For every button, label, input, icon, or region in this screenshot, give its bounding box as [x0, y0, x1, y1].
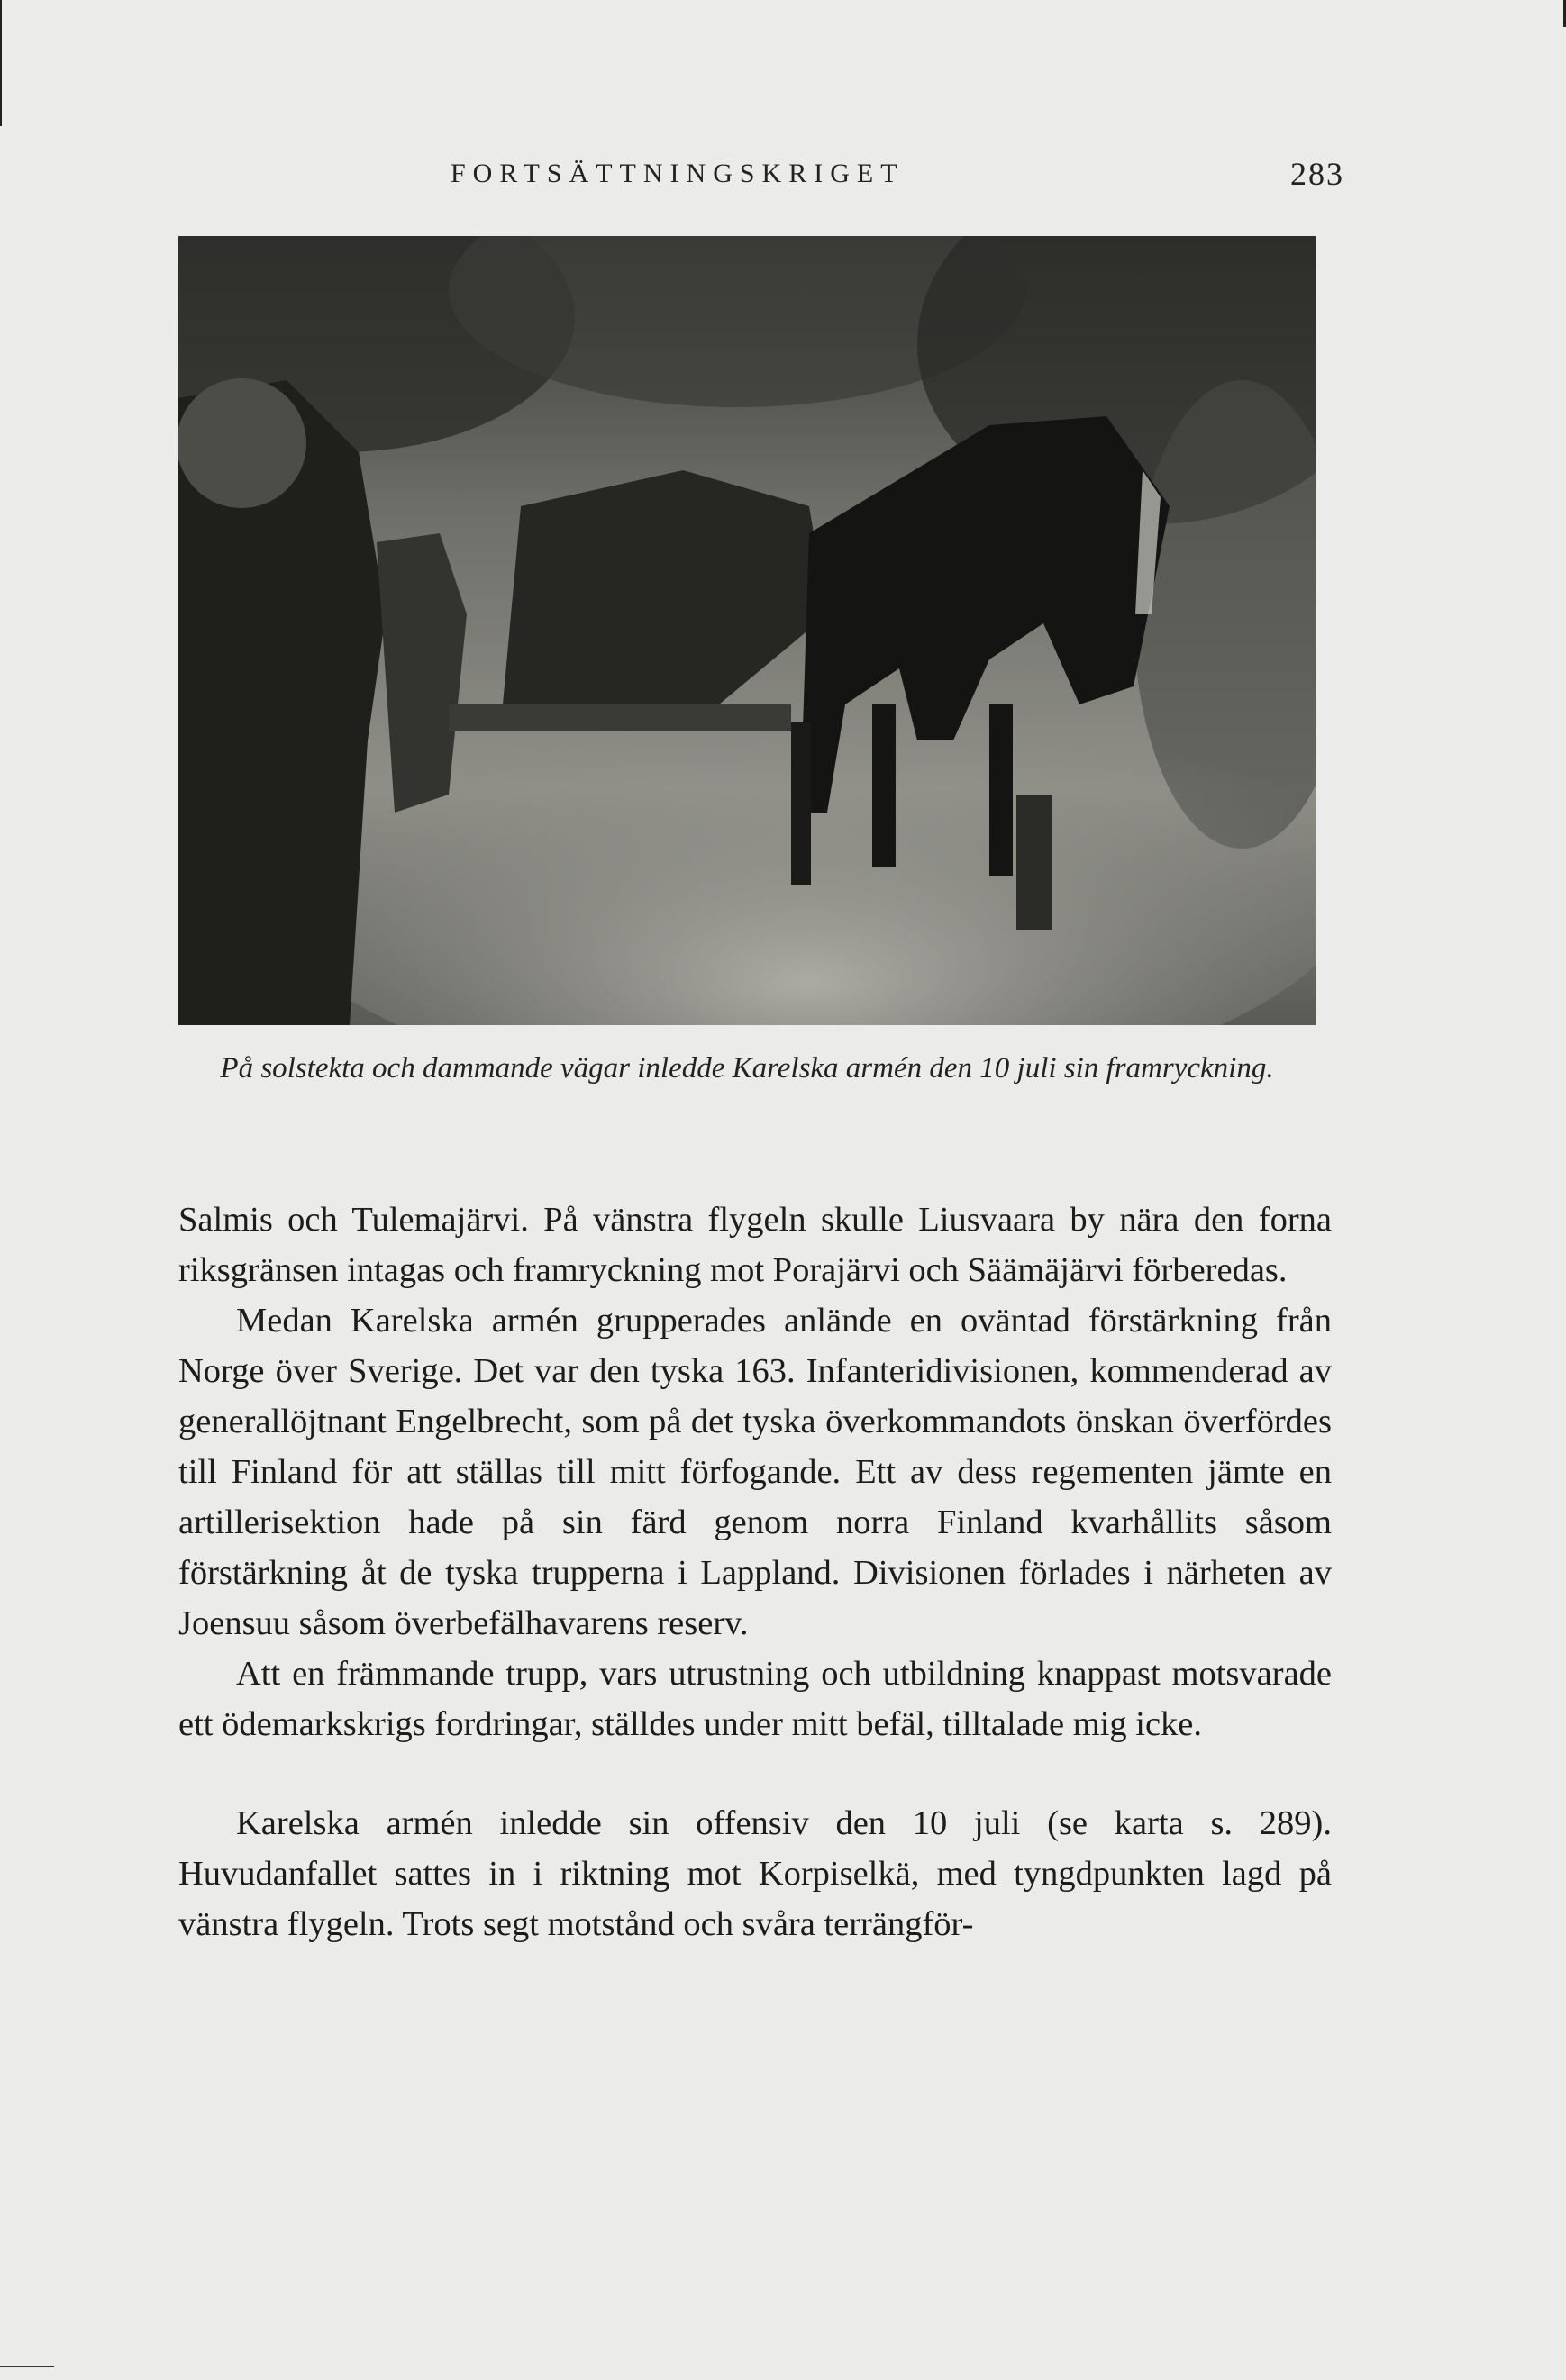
- paragraph: Att en främmande trupp, vars utrustning och utbildning knappast motsvarade ett ödemarkskrigs fordringar, ställdes under mitt befäl, tilltalade mig icke.: [178, 1655, 1332, 1743]
- scan-edge-mark: [0, 0, 2, 126]
- photograph: [178, 236, 1316, 1025]
- horse-cart-photo: [178, 236, 1316, 1025]
- running-head: FORTSÄTTNINGSKRIGET: [451, 159, 905, 188]
- page-number: 283: [1290, 156, 1344, 192]
- scan-edge-mark: [0, 2366, 54, 2367]
- paragraph: Karelska armén inledde sin offensiv den 10 juli (se karta s. 289). Huvudanfallet sattes in i riktning mot Korpiselkä, med tyngdpunkten lagd på vänstra flygeln. Trots segt motstånd och svåra terrängför-: [178, 1804, 1332, 1943]
- paragraph: Salmis och Tulemajärvi. På vänstra flygeln skulle Liusvaara by nära den forna riksgränsen intagas och framryckning mot Porajärvi och Säämäjärvi förberedas.: [178, 1201, 1332, 1289]
- paragraph: Medan Karelska armén grupperades anlände en oväntad förstärkning från Norge över Sverige. Det var den tyska 163. Infanteridivisionen, kommenderad av generallöjtnant Engelbrecht, som på det tyska överkommandots önskan överfördes till Finland för att ställas till mitt förfogande. Ett av dess regementen jämte en artillerisektion hade på sin färd genom norra Finland kvarhållits såsom förstärkning åt de tyska trupperna i Lappland. Divisionen förlades i närheten av Joensuu såsom överbefälhavarens reserv.: [178, 1302, 1332, 1642]
- figure-caption: På solstekta och dammande vägar inledde Karelska armén den 10 juli sin framryckning.: [220, 1052, 1274, 1085]
- body-text: [178, 1195, 1332, 1949]
